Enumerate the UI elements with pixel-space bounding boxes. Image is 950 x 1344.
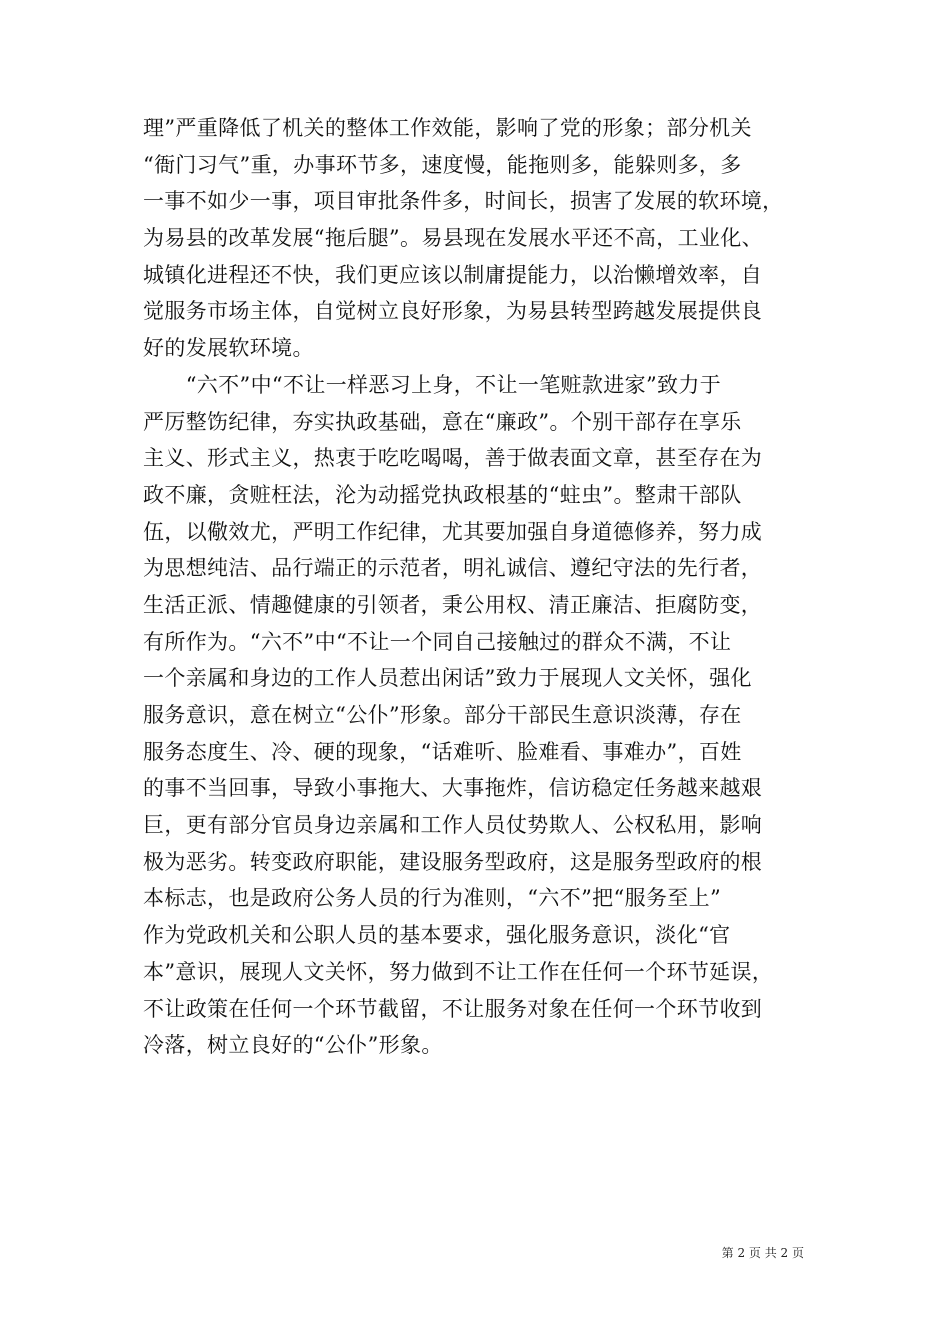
text-line: 一事不如少一事，项目审批条件多，时间长，损害了发展的软环境， bbox=[143, 189, 784, 214]
text-line: 理”严重降低了机关的整体工作效能，影响了党的形象；部分机关 bbox=[143, 116, 752, 140]
text-line: 一个亲属和身边的工作人员惹出闲话”致力于展现人文关怀，强化 bbox=[143, 666, 752, 691]
text-line: 生活正派、情趣健康的引领者，秉公用权、清正廉洁、拒腐防变， bbox=[143, 592, 763, 617]
text-line: 服务态度生、冷、硬的现象，“话难听、脸难看、事难办”，百姓 bbox=[143, 739, 742, 764]
paragraph-start-line: “六不”中“不让一样恶习上身，不让一笔赃款进家”致力于 bbox=[143, 372, 722, 397]
text-line: 极为恶劣。转变政府职能，建设服务型政府，这是服务型政府的根 bbox=[143, 849, 763, 874]
text-line: “衙门习气”重，办事环节多，速度慢，能拖则多，能躲则多，多 bbox=[143, 152, 742, 177]
text-line: 服务意识，意在树立“公仆”形象。部分干部民生意识淡薄，存在 bbox=[143, 703, 742, 727]
text-line: 本标志，也是政府公务人员的行为准则，“六不”把“服务至上” bbox=[143, 886, 722, 911]
text-line: 为思想纯洁、品行端正的示范者，明礼诚信、遵纪守法的先行者， bbox=[143, 556, 763, 581]
text-line: 不让政策在任何一个环节截留，不让服务对象在任何一个环节收到 bbox=[143, 996, 763, 1021]
text-line: 政不廉，贪赃枉法，沦为动摇党执政根基的“蛀虫”。整肃干部队 bbox=[143, 482, 742, 507]
text-line: 巨，更有部分官员身边亲属和工作人员仗势欺人、公权私用，影响 bbox=[143, 813, 763, 838]
text-line: 觉服务市场主体，自觉树立良好形象，为易县转型跨越发展提供良 bbox=[143, 299, 763, 324]
text-line: 的事不当回事，导致小事拖大、大事拖炸，信访稳定任务越来越艰 bbox=[143, 776, 763, 801]
text-line: 本”意识，展现人文关怀，努力做到不让工作在任何一个环节延误， bbox=[143, 959, 774, 984]
text-line: 为易县的改革发展“拖后腿”。易县现在发展水平还不高，工业化、 bbox=[143, 226, 763, 251]
text-line: 伍，以儆效尤，严明工作纪律，尤其要加强自身道德修养，努力成 bbox=[143, 519, 763, 544]
text-line: 作为党政机关和公职人员的基本要求，强化服务意识，淡化“官 bbox=[143, 923, 731, 948]
text-line: 好的发展软环境。 bbox=[143, 336, 314, 361]
text-line: 城镇化进程还不快，我们更应该以制庸提能力，以治懒增效率，自 bbox=[143, 262, 763, 287]
text-line: 有所作为。“六不”中“不让一个同自己接触过的群众不满，不让 bbox=[143, 629, 732, 654]
page-number-footer: 第 2 页 共 2 页 bbox=[721, 1246, 804, 1260]
text-line: 主义、形式主义，热衷于吃吃喝喝，善于做表面文章，甚至存在为 bbox=[143, 446, 763, 471]
text-line: 严厉整饬纪律，夯实执政基础，意在“廉政”。个别干部存在享乐 bbox=[143, 409, 742, 434]
body-text bbox=[143, 110, 823, 1064]
text-line: 冷落，树立良好的“公仆”形象。 bbox=[143, 1033, 443, 1058]
